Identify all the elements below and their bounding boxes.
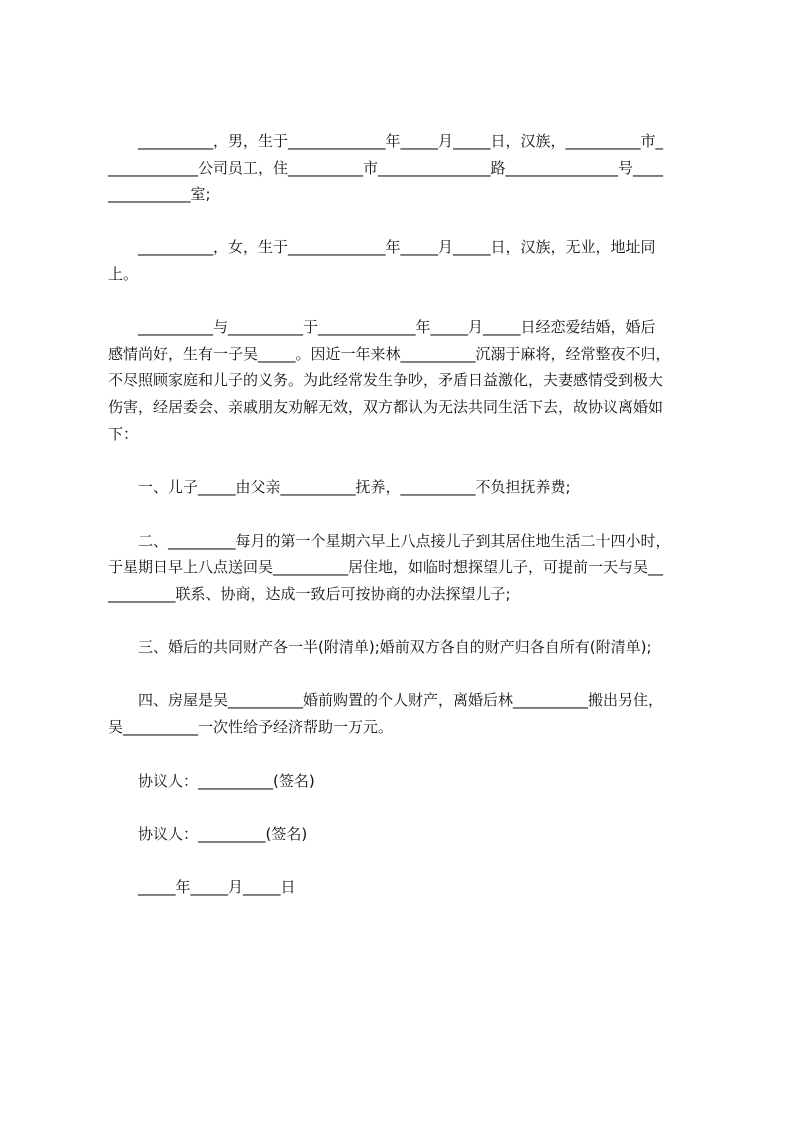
para1-line2: ____________公司员工，住__________市_______________路_______________号____ [108, 159, 664, 177]
para2-line1: __________，女，生于_____________年_____月_____日，汉族，无业，地址同 [108, 238, 656, 256]
clause-two-line3: _________联系、协商，达成一致后可按协商的办法探望儿子; [108, 585, 511, 603]
clause-two-line1: 二、_________每月的第一个星期六早上八点接儿子到其居住地生活二十四小时， [108, 532, 671, 550]
para3-line1: __________与__________于_____________年_____月_____日经恋爱结婚，婚后 [108, 318, 656, 336]
para1-line3: ___________室; [108, 185, 211, 203]
clause-three: 三、婚后的共同财产各一半(附清单);婚前双方各自的财产归各自所有(附清单); [108, 638, 652, 656]
date-line: _____年_____月_____日 [108, 878, 296, 896]
para3-line2: 感情尚好，生有一子吴_____。因近一年来林__________沉溺于麻将，经常整夜不归， [108, 345, 671, 363]
signatory-1: 协议人：__________(签名) [108, 772, 315, 790]
para1-line1: __________，男，生于_____________年_____月_____日，汉族，__________市_ [108, 132, 664, 150]
para3-line4: 伤害，经居委会、亲戚朋友劝解无效，双方都认为无法共同生活下去，故协议离婚如 [108, 398, 664, 416]
para3-line5: 下： [108, 425, 139, 443]
clause-four-line1: 四、房屋是吴__________婚前购置的个人财产，离婚后林__________搬出另住， [108, 691, 664, 709]
para3-line3: 不尽照顾家庭和儿子的义务。为此经常发生争吵，矛盾日益激化，夫妻感情受到极大 [108, 371, 664, 389]
signatory-2: 协议人：_________(签名) [108, 825, 308, 843]
clause-two-line2: 于星期日早上八点送回吴__________居住地，如临时想探望儿子，可提前一天与吴__ [108, 558, 664, 576]
para2-line2: 上。 [108, 265, 139, 283]
clause-one: 一、儿子_____由父亲__________抚养，__________不负担抚养费; [108, 478, 571, 496]
clause-four-line2: 吴__________一次性给予经济帮助一万元。 [108, 718, 394, 736]
